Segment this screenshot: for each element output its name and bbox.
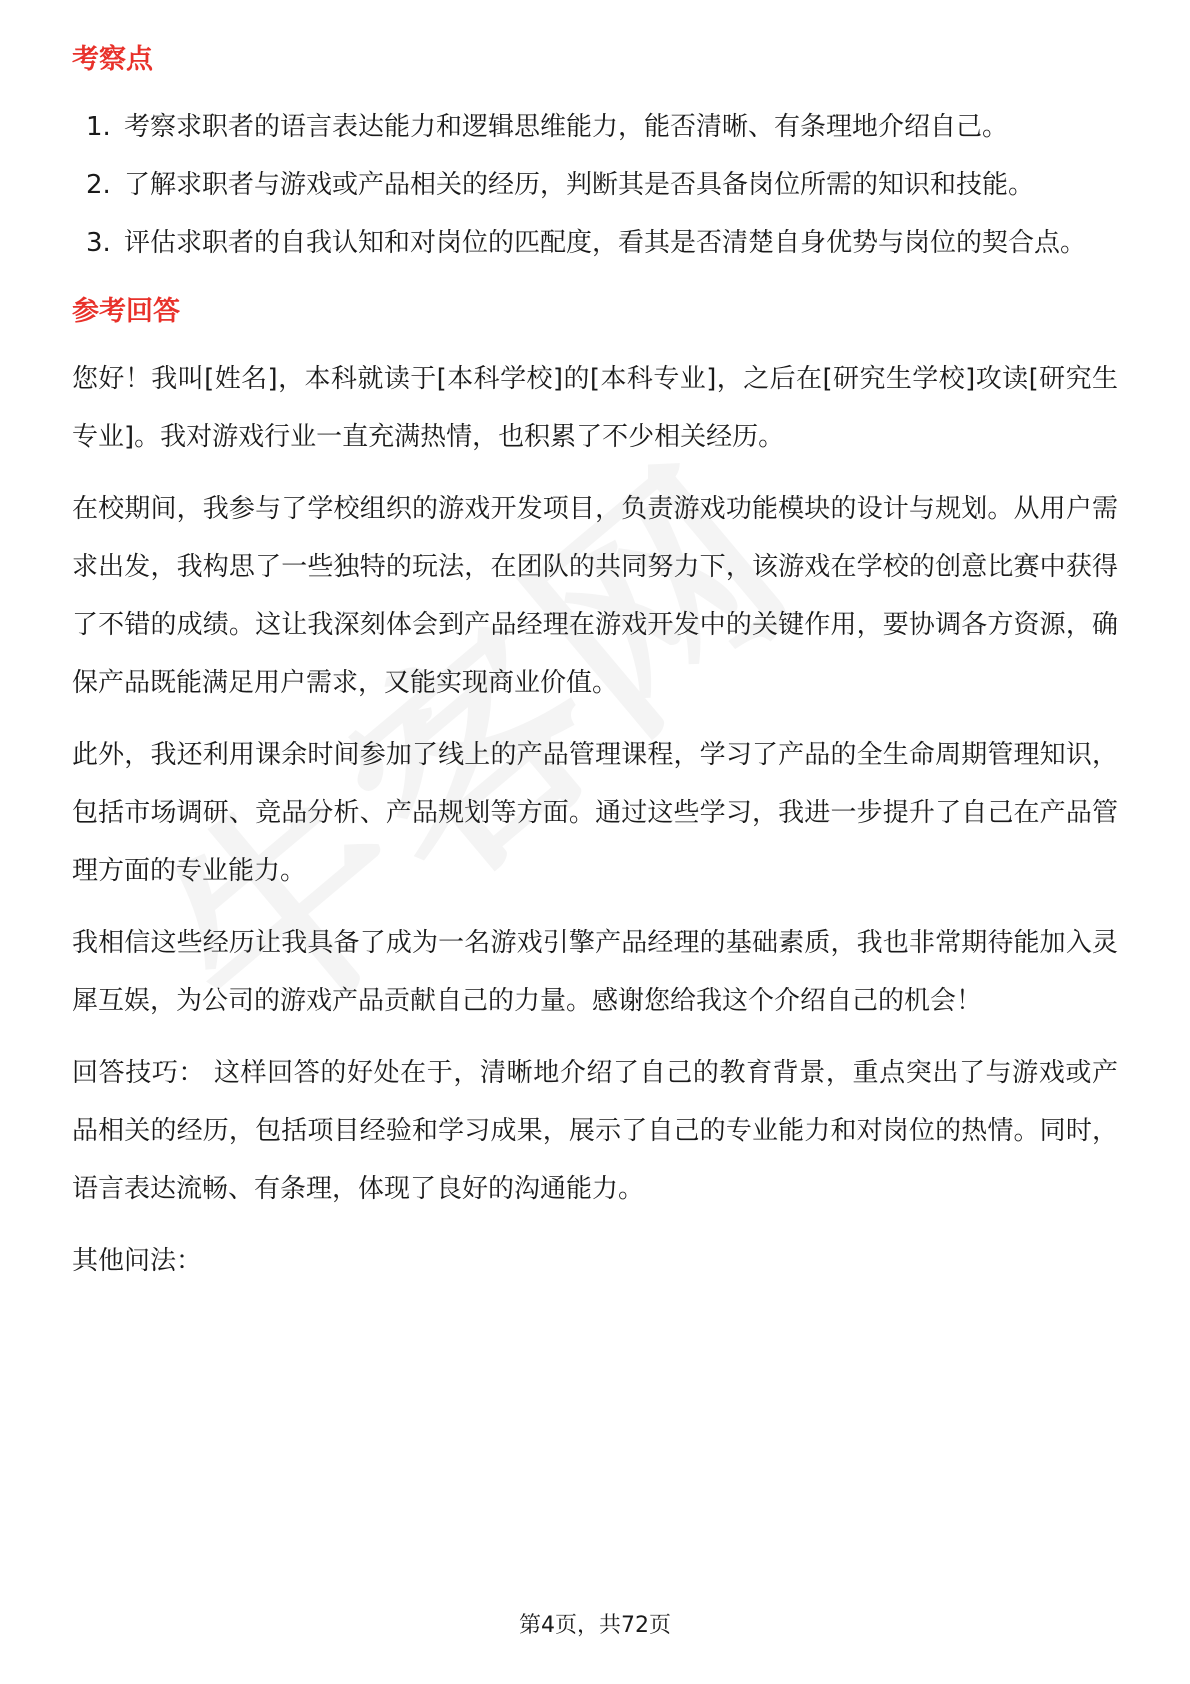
list-item xyxy=(72,156,1118,214)
page-footer: 第4页，共72页 xyxy=(519,1613,671,1638)
answer-paragraph: 我相信这些经历让我具备了成为一名游戏引擎产品经理的基础素质，我也非常期待能加入灵犀互娱，为公司的游戏产品贡献自己的力量。感谢您给我这个介绍自己的机会！ xyxy=(72,928,1118,1016)
list-number: 3. xyxy=(86,228,111,258)
answer-paragraph: 在校期间，我参与了学校组织的游戏开发项目，负责游戏功能模块的设计与规划。从用户需求出发，我构思了一些独特的玩法，在团队的共同努力下，该游戏在学校的创意比赛中获得了不错的成绩。这让我深刻体会到产品经理在游戏开发中的关键作用，要协调各方资源，确保产品既能满足用户需求，又能实现商业价值。 xyxy=(72,494,1118,698)
section-title-answer: 参考回答 xyxy=(72,296,180,327)
other-questions-label: 其他问法： xyxy=(72,1246,203,1276)
list-text: 考察求职者的语言表达能力和逻辑思维能力，能否清晰、有条理地介绍自己。 xyxy=(124,112,1009,142)
answer-tips-paragraph: 回答技巧： 这样回答的好处在于，清晰地介绍了自己的教育背景，重点突出了与游戏或产品相关的经历，包括项目经验和学习成果，展示了自己的专业能力和对岗位的热情。同时，语言表达流畅、有条理，体现了良好的沟通能力。 xyxy=(72,1058,1118,1204)
section-title-points: 考察点 xyxy=(72,44,153,75)
list-number: 2. xyxy=(86,170,111,200)
list-number: 1. xyxy=(86,112,111,142)
list-text: 了解求职者与游戏或产品相关的经历，判断其是否具备岗位所需的知识和技能。 xyxy=(124,170,1035,200)
answer-paragraph: 您好！我叫[姓名]，本科就读于[本科学校]的[本科专业]，之后在[研究生学校]攻读[研究生专业]。我对游戏行业一直充满热情，也积累了不少相关经历。 xyxy=(72,364,1118,452)
page-content xyxy=(72,40,1118,1304)
list-item xyxy=(72,98,1118,156)
list-text: 评估求职者的自我认知和对岗位的匹配度，看其是否清楚自身优势与岗位的契合点。 xyxy=(124,228,1087,258)
answer-paragraph: 此外，我还利用课余时间参加了线上的产品管理课程，学习了产品的全生命周期管理知识，包括市场调研、竞品分析、产品规划等方面。通过这些学习，我进一步提升了自己在产品管理方面的专业能力。 xyxy=(72,740,1118,886)
list-item xyxy=(72,214,1118,272)
points-list xyxy=(72,98,1118,272)
